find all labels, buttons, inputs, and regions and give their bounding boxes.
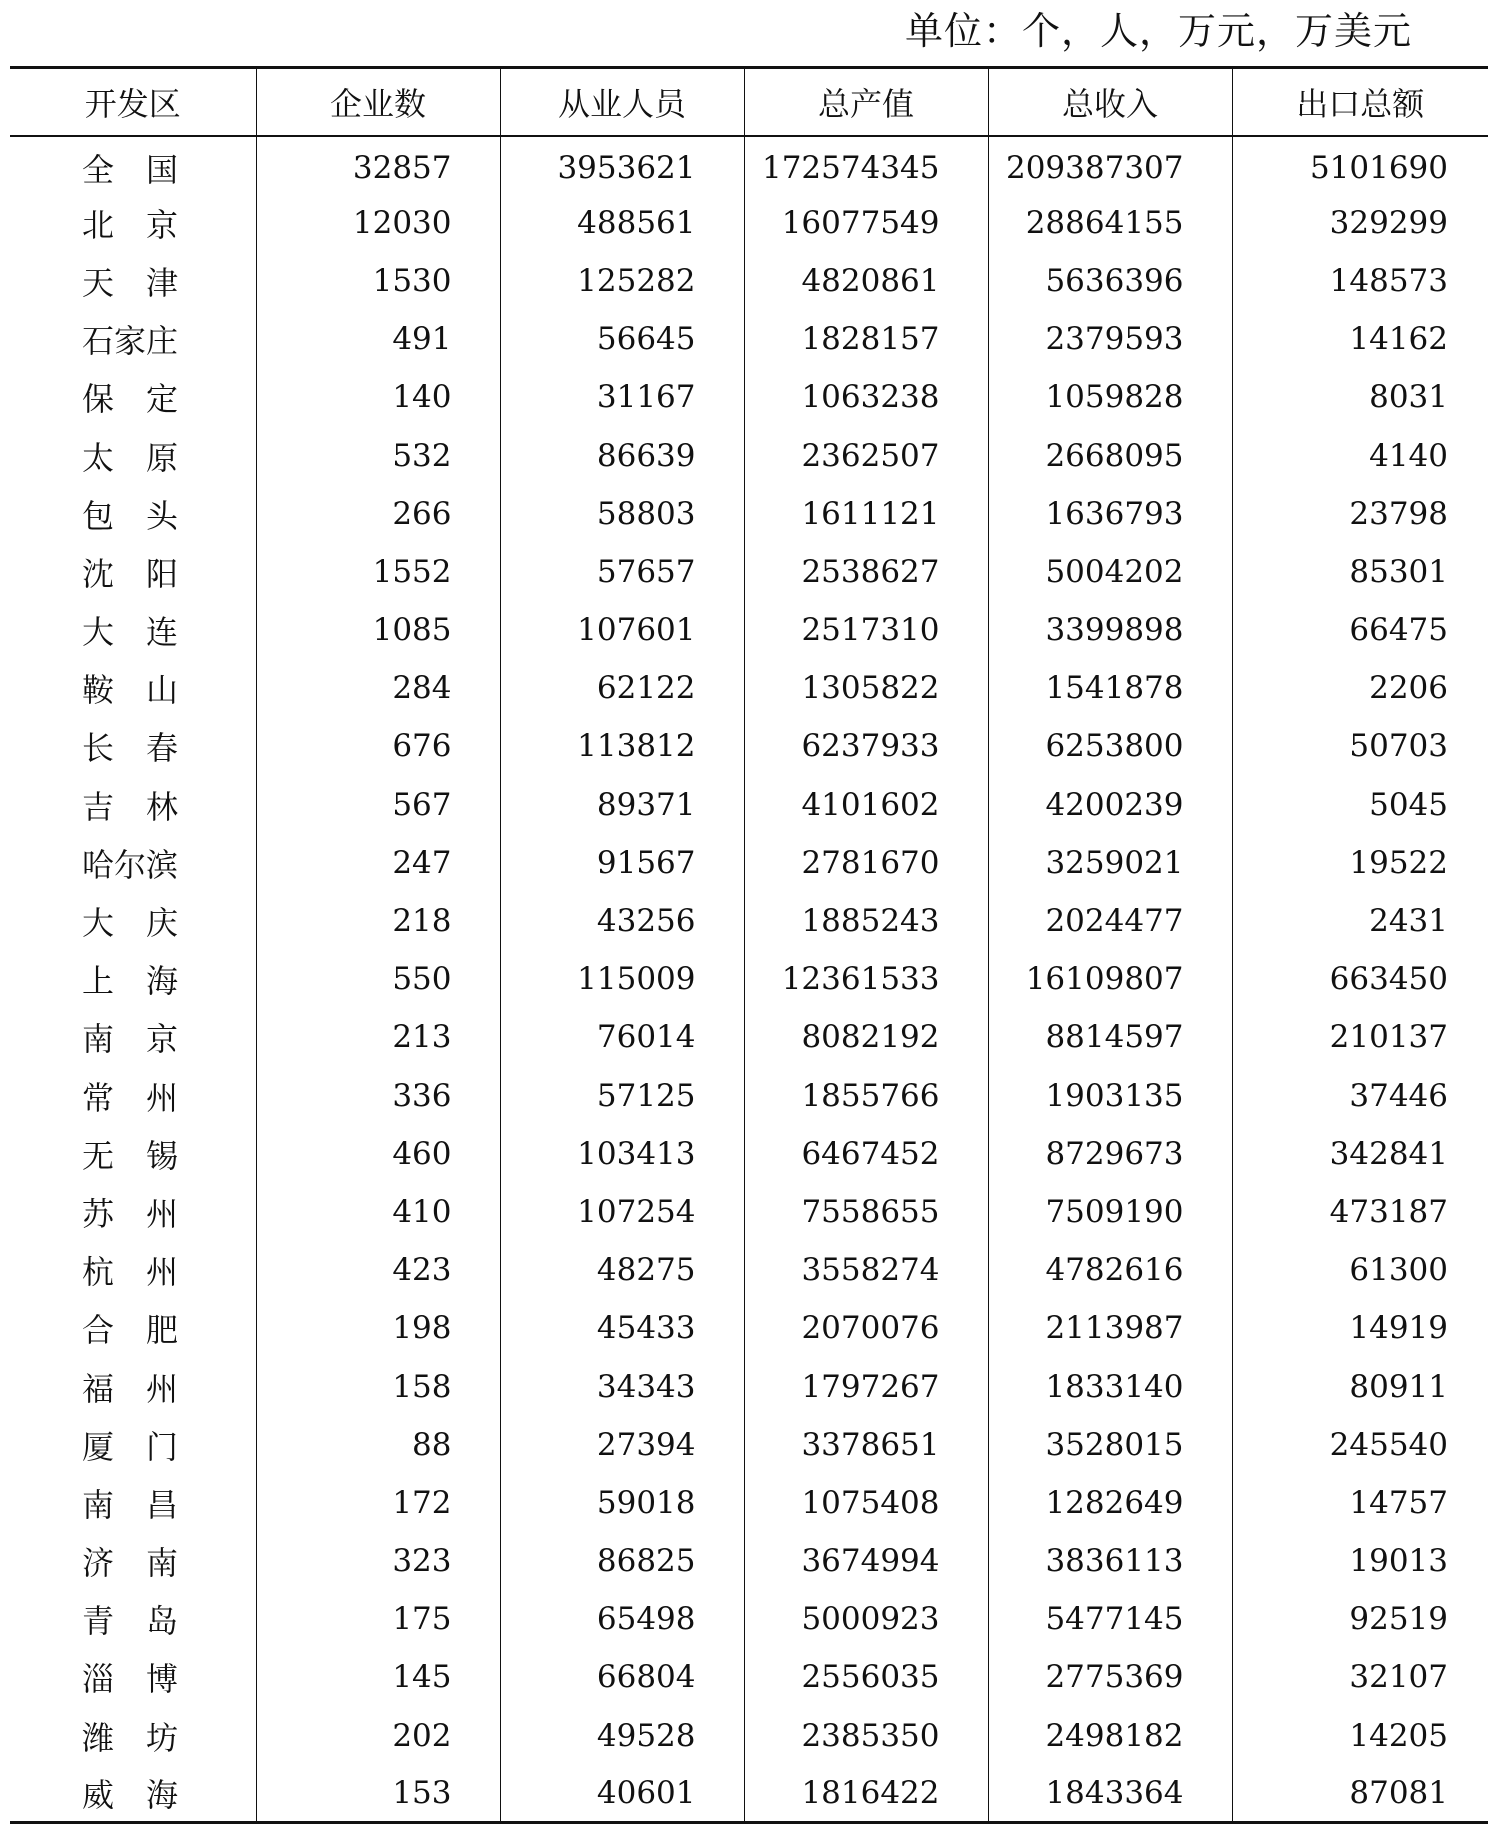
header-zone: 开发区 <box>84 84 181 123</box>
employees-cell: 40601 <box>500 1765 744 1823</box>
table-row <box>10 1532 1488 1590</box>
zone-name: 潍 坊 <box>82 1718 179 1757</box>
enterprises-cell: 145 <box>256 1648 500 1706</box>
employees-cell: 89371 <box>500 776 744 834</box>
enterprises-cell: 423 <box>256 1241 500 1299</box>
output-value-cell: 2538627 <box>744 543 988 601</box>
revenue-cell: 1636793 <box>988 485 1232 543</box>
enterprises-cell: 336 <box>256 1067 500 1125</box>
zone-name: 淄 博 <box>82 1660 179 1699</box>
exports-cell: 37446 <box>1232 1067 1488 1125</box>
enterprises-cell: 323 <box>256 1532 500 1590</box>
exports-cell: 663450 <box>1232 950 1488 1008</box>
zone-name: 苏 州 <box>82 1194 179 1233</box>
table-body <box>10 136 1488 1823</box>
table-row <box>10 194 1488 252</box>
table-row <box>10 426 1488 484</box>
revenue-cell: 1282649 <box>988 1474 1232 1532</box>
exports-cell: 14205 <box>1232 1707 1488 1765</box>
exports-cell: 342841 <box>1232 1125 1488 1183</box>
output-value-cell: 1797267 <box>744 1357 988 1415</box>
table-row <box>10 950 1488 1008</box>
revenue-cell: 2498182 <box>988 1707 1232 1765</box>
zone-name: 太 原 <box>82 438 179 477</box>
output-value-cell: 6467452 <box>744 1125 988 1183</box>
enterprises-cell: 567 <box>256 776 500 834</box>
enterprises-cell: 266 <box>256 485 500 543</box>
output-value-cell: 3558274 <box>744 1241 988 1299</box>
employees-cell: 86825 <box>500 1532 744 1590</box>
zone-name: 福 州 <box>82 1369 179 1408</box>
employees-cell: 125282 <box>500 252 744 310</box>
table-row <box>10 136 1488 194</box>
revenue-cell: 2024477 <box>988 892 1232 950</box>
zone-name: 包 头 <box>82 496 179 535</box>
employees-cell: 91567 <box>500 834 744 892</box>
revenue-cell: 3836113 <box>988 1532 1232 1590</box>
revenue-cell: 1833140 <box>988 1357 1232 1415</box>
enterprises-cell: 202 <box>256 1707 500 1765</box>
output-value-cell: 8082192 <box>744 1008 988 1066</box>
output-value-cell: 1885243 <box>744 892 988 950</box>
output-value-cell: 1063238 <box>744 368 988 426</box>
enterprises-cell: 284 <box>256 659 500 717</box>
zone-name: 杭 州 <box>82 1253 179 1292</box>
table-row <box>10 1590 1488 1648</box>
output-value-cell: 12361533 <box>744 950 988 1008</box>
output-value-cell: 1855766 <box>744 1067 988 1125</box>
table-row <box>10 717 1488 775</box>
employees-cell: 3953621 <box>500 136 744 194</box>
output-value-cell: 6237933 <box>744 717 988 775</box>
employees-cell: 488561 <box>500 194 744 252</box>
table-row <box>10 310 1488 368</box>
zone-name: 威 海 <box>82 1776 179 1815</box>
enterprises-cell: 218 <box>256 892 500 950</box>
table-row <box>10 1125 1488 1183</box>
revenue-cell: 2379593 <box>988 310 1232 368</box>
revenue-cell: 8814597 <box>988 1008 1232 1066</box>
employees-cell: 58803 <box>500 485 744 543</box>
revenue-cell: 3399898 <box>988 601 1232 659</box>
zone-name: 常 州 <box>82 1078 179 1117</box>
employees-cell: 65498 <box>500 1590 744 1648</box>
output-value-cell: 2385350 <box>744 1707 988 1765</box>
exports-cell: 5045 <box>1232 776 1488 834</box>
table-row <box>10 485 1488 543</box>
exports-cell: 19522 <box>1232 834 1488 892</box>
exports-cell: 14757 <box>1232 1474 1488 1532</box>
employees-cell: 31167 <box>500 368 744 426</box>
table-row <box>10 834 1488 892</box>
zone-name: 青 岛 <box>82 1602 179 1641</box>
table-row <box>10 368 1488 426</box>
employees-cell: 115009 <box>500 950 744 1008</box>
revenue-cell: 1843364 <box>988 1765 1232 1823</box>
zone-name: 长 春 <box>82 729 179 768</box>
table-row <box>10 659 1488 717</box>
employees-cell: 59018 <box>500 1474 744 1532</box>
enterprises-cell: 460 <box>256 1125 500 1183</box>
output-value-cell: 2781670 <box>744 834 988 892</box>
output-value-cell: 1816422 <box>744 1765 988 1823</box>
employees-cell: 66804 <box>500 1648 744 1706</box>
table-header <box>10 68 1488 136</box>
zone-name: 鞍 山 <box>82 671 179 710</box>
employees-cell: 86639 <box>500 426 744 484</box>
zone-name: 北 京 <box>82 205 179 244</box>
exports-cell: 19013 <box>1232 1532 1488 1590</box>
revenue-cell: 6253800 <box>988 717 1232 775</box>
enterprises-cell: 410 <box>256 1183 500 1241</box>
employees-cell: 48275 <box>500 1241 744 1299</box>
revenue-cell: 16109807 <box>988 950 1232 1008</box>
enterprises-cell: 1552 <box>256 543 500 601</box>
unit-note: 单位：个，人，万元，万美元 <box>904 9 1412 53</box>
revenue-cell: 5004202 <box>988 543 1232 601</box>
output-value-cell: 2362507 <box>744 426 988 484</box>
exports-cell: 2206 <box>1232 659 1488 717</box>
output-value-cell: 1075408 <box>744 1474 988 1532</box>
revenue-cell: 8729673 <box>988 1125 1232 1183</box>
zone-name: 保 定 <box>82 380 179 419</box>
output-value-cell: 4101602 <box>744 776 988 834</box>
zone-name: 石家庄 <box>82 322 179 361</box>
exports-cell: 61300 <box>1232 1241 1488 1299</box>
zone-name: 南 昌 <box>82 1485 179 1524</box>
enterprises-cell: 158 <box>256 1357 500 1415</box>
employees-cell: 107601 <box>500 601 744 659</box>
revenue-cell: 7509190 <box>988 1183 1232 1241</box>
revenue-cell: 1541878 <box>988 659 1232 717</box>
data-table <box>10 66 1488 1824</box>
exports-cell: 87081 <box>1232 1765 1488 1823</box>
enterprises-cell: 550 <box>256 950 500 1008</box>
table-row <box>10 1299 1488 1357</box>
employees-cell: 113812 <box>500 717 744 775</box>
exports-cell: 66475 <box>1232 601 1488 659</box>
zone-name: 上 海 <box>82 962 179 1001</box>
exports-cell: 23798 <box>1232 485 1488 543</box>
output-value-cell: 4820861 <box>744 252 988 310</box>
zone-name: 哈尔滨 <box>82 845 179 884</box>
revenue-cell: 209387307 <box>988 136 1232 194</box>
zone-name: 大 庆 <box>82 904 179 943</box>
header-output-value: 总产值 <box>744 68 988 136</box>
revenue-cell: 2668095 <box>988 426 1232 484</box>
enterprises-cell: 532 <box>256 426 500 484</box>
employees-cell: 76014 <box>500 1008 744 1066</box>
enterprises-cell: 1085 <box>256 601 500 659</box>
exports-cell: 148573 <box>1232 252 1488 310</box>
enterprises-cell: 172 <box>256 1474 500 1532</box>
table-row <box>10 252 1488 310</box>
revenue-cell: 2775369 <box>988 1648 1232 1706</box>
table-row <box>10 1183 1488 1241</box>
enterprises-cell: 32857 <box>256 136 500 194</box>
table-row <box>10 1648 1488 1706</box>
header-exports: 出口总额 <box>1232 68 1488 136</box>
zone-name: 吉 林 <box>82 787 179 826</box>
enterprises-cell: 676 <box>256 717 500 775</box>
output-value-cell: 5000923 <box>744 1590 988 1648</box>
output-value-cell: 16077549 <box>744 194 988 252</box>
output-value-cell: 7558655 <box>744 1183 988 1241</box>
table-row <box>10 1707 1488 1765</box>
enterprises-cell: 198 <box>256 1299 500 1357</box>
employees-cell: 56645 <box>500 310 744 368</box>
enterprises-cell: 12030 <box>256 194 500 252</box>
enterprises-cell: 140 <box>256 368 500 426</box>
exports-cell: 14919 <box>1232 1299 1488 1357</box>
zone-name: 沈 阳 <box>82 554 179 593</box>
table-row <box>10 1067 1488 1125</box>
revenue-cell: 4200239 <box>988 776 1232 834</box>
revenue-cell: 4782616 <box>988 1241 1232 1299</box>
exports-cell: 50703 <box>1232 717 1488 775</box>
header-enterprises: 企业数 <box>256 68 500 136</box>
exports-cell: 329299 <box>1232 194 1488 252</box>
revenue-cell: 28864155 <box>988 194 1232 252</box>
zone-name: 厦 门 <box>82 1427 179 1466</box>
revenue-cell: 5477145 <box>988 1590 1232 1648</box>
output-value-cell: 2070076 <box>744 1299 988 1357</box>
zone-name: 无 锡 <box>82 1136 179 1175</box>
output-value-cell: 1611121 <box>744 485 988 543</box>
employees-cell: 49528 <box>500 1707 744 1765</box>
output-value-cell: 1828157 <box>744 310 988 368</box>
header-row <box>10 68 1488 136</box>
enterprises-cell: 153 <box>256 1765 500 1823</box>
revenue-cell: 1059828 <box>988 368 1232 426</box>
table-row <box>10 1357 1488 1415</box>
employees-cell: 57125 <box>500 1067 744 1125</box>
enterprises-cell: 213 <box>256 1008 500 1066</box>
header-revenue: 总收入 <box>988 68 1232 136</box>
table-row <box>10 1474 1488 1532</box>
table-row <box>10 1241 1488 1299</box>
zone-name: 全 国 <box>82 151 179 190</box>
table-row <box>10 601 1488 659</box>
employees-cell: 57657 <box>500 543 744 601</box>
exports-cell: 5101690 <box>1232 136 1488 194</box>
exports-cell: 85301 <box>1232 543 1488 601</box>
exports-cell: 14162 <box>1232 310 1488 368</box>
exports-cell: 473187 <box>1232 1183 1488 1241</box>
table-row <box>10 1765 1488 1823</box>
header-employees: 从业人员 <box>500 68 744 136</box>
table-row <box>10 892 1488 950</box>
table-row <box>10 1416 1488 1474</box>
exports-cell: 245540 <box>1232 1416 1488 1474</box>
output-value-cell: 2556035 <box>744 1648 988 1706</box>
employees-cell: 43256 <box>500 892 744 950</box>
output-value-cell: 3378651 <box>744 1416 988 1474</box>
employees-cell: 62122 <box>500 659 744 717</box>
employees-cell: 34343 <box>500 1357 744 1415</box>
zone-name: 天 津 <box>82 263 179 302</box>
revenue-cell: 5636396 <box>988 252 1232 310</box>
exports-cell: 8031 <box>1232 368 1488 426</box>
revenue-cell: 1903135 <box>988 1067 1232 1125</box>
enterprises-cell: 247 <box>256 834 500 892</box>
zone-name: 南 京 <box>82 1020 179 1059</box>
table-row <box>10 543 1488 601</box>
employees-cell: 103413 <box>500 1125 744 1183</box>
zone-name: 大 连 <box>82 613 179 652</box>
table-row <box>10 776 1488 834</box>
employees-cell: 27394 <box>500 1416 744 1474</box>
enterprises-cell: 491 <box>256 310 500 368</box>
employees-cell: 107254 <box>500 1183 744 1241</box>
exports-cell: 4140 <box>1232 426 1488 484</box>
output-value-cell: 2517310 <box>744 601 988 659</box>
exports-cell: 2431 <box>1232 892 1488 950</box>
revenue-cell: 3259021 <box>988 834 1232 892</box>
exports-cell: 32107 <box>1232 1648 1488 1706</box>
enterprises-cell: 88 <box>256 1416 500 1474</box>
revenue-cell: 2113987 <box>988 1299 1232 1357</box>
revenue-cell: 3528015 <box>988 1416 1232 1474</box>
employees-cell: 45433 <box>500 1299 744 1357</box>
enterprises-cell: 1530 <box>256 252 500 310</box>
zone-name: 济 南 <box>82 1544 179 1583</box>
zone-name: 合 肥 <box>82 1311 179 1350</box>
enterprises-cell: 175 <box>256 1590 500 1648</box>
output-value-cell: 172574345 <box>744 136 988 194</box>
exports-cell: 92519 <box>1232 1590 1488 1648</box>
exports-cell: 210137 <box>1232 1008 1488 1066</box>
output-value-cell: 1305822 <box>744 659 988 717</box>
exports-cell: 80911 <box>1232 1357 1488 1415</box>
output-value-cell: 3674994 <box>744 1532 988 1590</box>
table-row <box>10 1008 1488 1066</box>
